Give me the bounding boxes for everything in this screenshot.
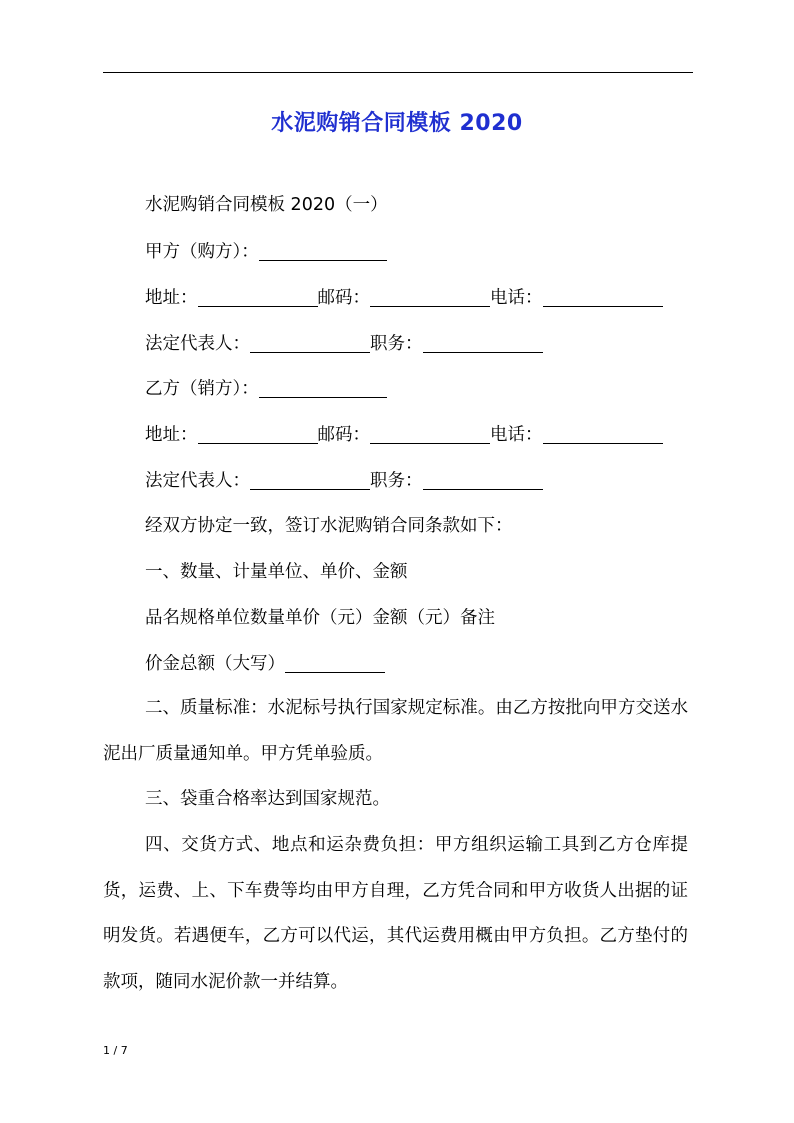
postcode-blank — [370, 425, 490, 444]
party-b-blank — [259, 379, 387, 398]
address-label: 地址： — [145, 288, 198, 308]
section-3-paragraph: 三、袋重合格率达到国家规范。 — [145, 789, 390, 809]
phone-blank — [543, 425, 663, 444]
position-label: 职务： — [370, 471, 423, 491]
section-1-heading: 一、数量、计量单位、单价、金额 — [145, 562, 408, 582]
party-a-blank — [259, 242, 387, 261]
phone-label: 电话： — [490, 288, 543, 308]
position-label: 职务： — [370, 334, 423, 354]
table-header-text: 品名规格单位数量单价（元）金额（元）备注 — [145, 608, 495, 628]
address-blank — [198, 288, 318, 307]
legal-rep-label: 法定代表人： — [145, 334, 250, 354]
party-a-rep-line — [145, 332, 543, 356]
party-a-address-line — [145, 286, 663, 310]
party-a-line — [145, 240, 387, 264]
contract-subtitle: 水泥购销合同模板 2020（一） — [145, 195, 388, 215]
legal-rep-blank — [250, 471, 370, 490]
document-title: 水泥购销合同模板 2020 — [271, 111, 523, 136]
position-blank — [423, 334, 543, 353]
postcode-label: 邮码： — [317, 425, 370, 445]
postcode-label: 邮码： — [317, 288, 370, 308]
party-b-line — [145, 377, 387, 401]
address-blank — [198, 425, 318, 444]
phone-label: 电话： — [490, 425, 543, 445]
phone-blank — [543, 288, 663, 307]
legal-rep-label: 法定代表人： — [145, 471, 250, 491]
postcode-blank — [370, 288, 490, 307]
section-2-paragraph: 二、质量标准：水泥标号执行国家规定标准。由乙方按批向甲方交送水泥出厂质量通知单。甲方凭单验质。 — [103, 698, 688, 764]
section-4-paragraph: 四、交货方式、地点和运杂费负担：甲方组织运输工具到乙方仓库提货，运费、上、下车费等均由甲方自理，乙方凭合同和甲方收货人出据的证明发货。若遇便车，乙方可以代运，其代运费用概由甲方负担。乙方垫付的款项，随同水泥价款一并结算。 — [103, 835, 688, 992]
total-label: 价金总额（大写） — [145, 654, 285, 674]
address-label: 地址： — [145, 425, 198, 445]
total-blank — [285, 654, 385, 673]
position-blank — [423, 471, 543, 490]
party-b-address-line — [145, 423, 663, 447]
party-a-label: 甲方（购方）： — [145, 242, 259, 262]
page-number: 1 / 7 — [103, 1044, 128, 1057]
header-rule — [103, 72, 693, 73]
legal-rep-blank — [250, 334, 370, 353]
party-b-label: 乙方（销方）： — [145, 379, 259, 399]
intro-text: 经双方协定一致，签订水泥购销合同条款如下： — [145, 516, 513, 536]
party-b-rep-line — [145, 469, 543, 493]
total-line — [145, 652, 385, 676]
